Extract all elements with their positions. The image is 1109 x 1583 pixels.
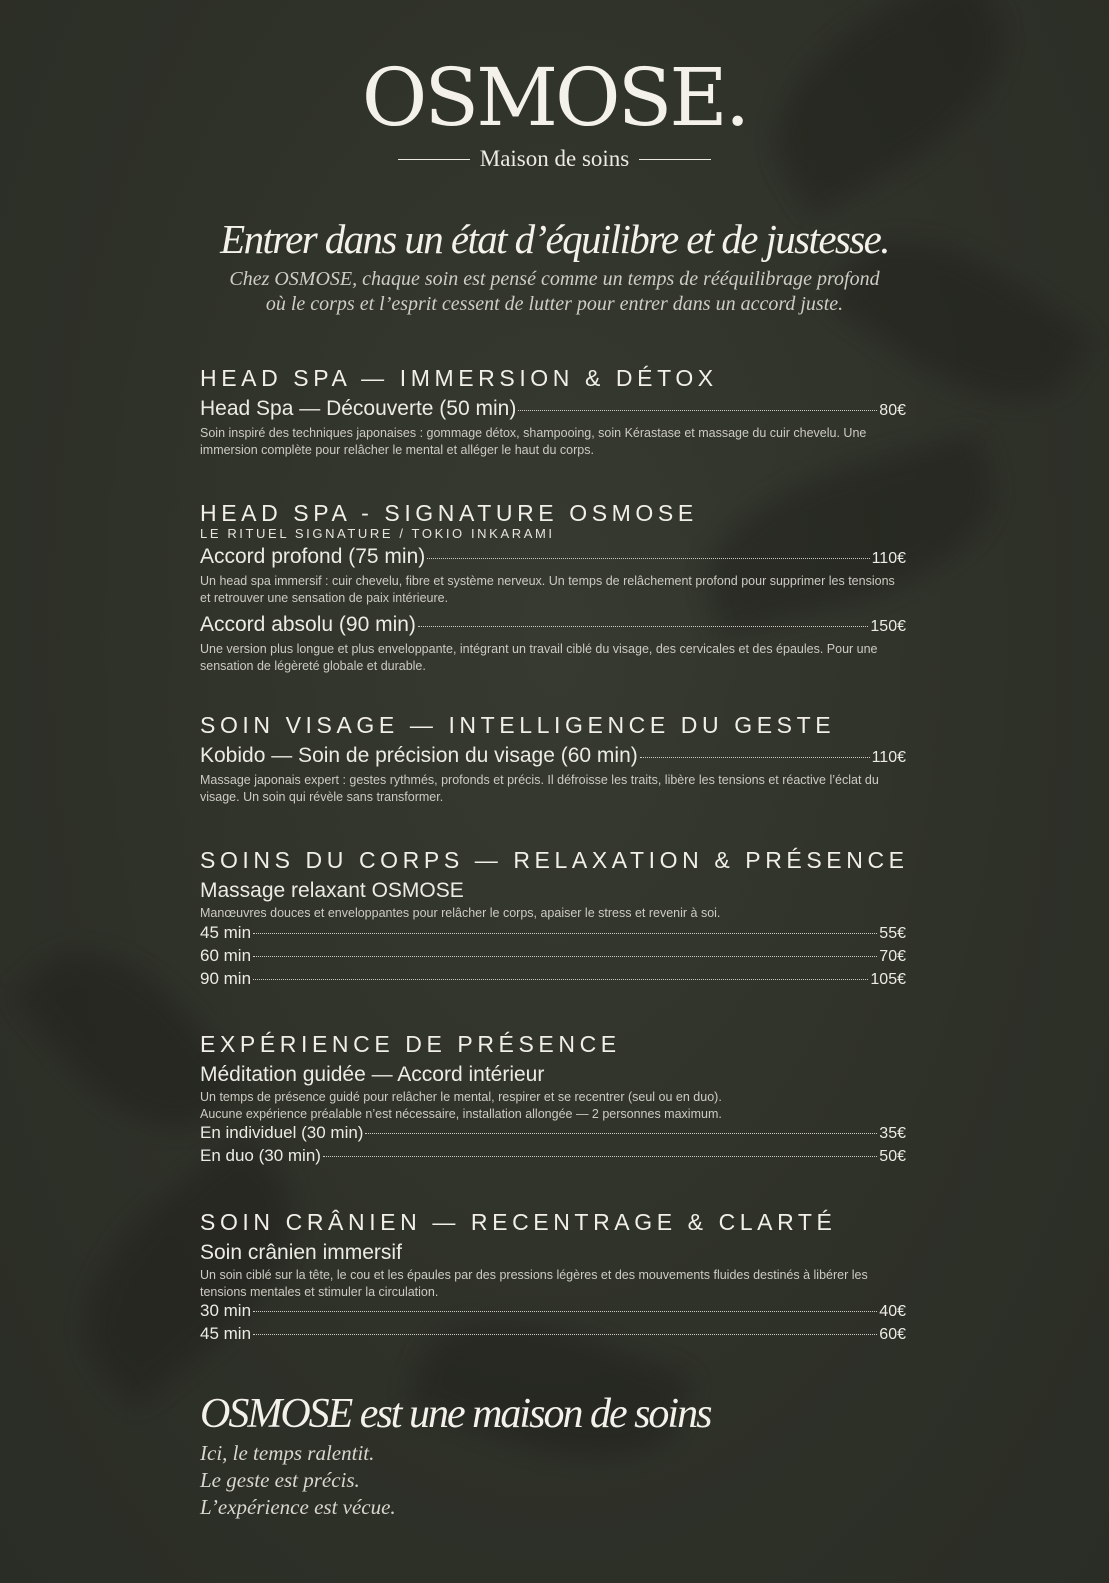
price-row [200, 1122, 906, 1145]
outro-title: OSMOSE est une maison de soins [200, 1391, 711, 1437]
treatment-description [200, 1089, 906, 1122]
divider [639, 159, 711, 160]
option-price: 50€ [879, 1148, 906, 1165]
divider [398, 159, 470, 160]
section-soin-visage [200, 711, 906, 805]
duration-price: 40€ [879, 1303, 906, 1320]
tagline-text: Maison de soins [479, 146, 630, 171]
duration-label: 90 min [200, 968, 252, 988]
treatment-description: Un head spa immersif : cuir chevelu, fibre et système nerveux. Un temps de relâchement profond pour supprimer les tensions et retrouver une sensation de paix intérieure. [200, 574, 895, 605]
section-title: SOIN CRÂNIEN — RECENTRAGE & CLARTÉ [200, 1209, 837, 1235]
section-soins-du-corps [200, 846, 909, 991]
price-row [200, 396, 906, 423]
section-title: EXPÉRIENCE DE PRÉSENCE [200, 1031, 621, 1057]
price-row [200, 544, 906, 571]
dot-leader [418, 626, 868, 627]
price-row [200, 1145, 906, 1168]
intro-title: Entrer dans un état d’équilibre et de justesse. [220, 216, 889, 262]
price-row [200, 1323, 906, 1346]
section-title: HEAD SPA — IMMERSION & DÉTOX [200, 365, 718, 391]
treatment-label: Accord profond (75 min) [200, 545, 426, 568]
option-price: 35€ [879, 1125, 906, 1142]
dot-leader [427, 558, 869, 559]
intro [0, 215, 1109, 317]
outro [200, 1388, 906, 1521]
logo-wordmark: OSMOSE. [361, 51, 748, 144]
treatment-price: 80€ [879, 402, 906, 419]
section-head-spa-detox [200, 364, 906, 458]
dot-leader [253, 979, 868, 980]
treatment-title: Méditation guidée — Accord intérieur [200, 1063, 545, 1086]
dot-leader [518, 410, 877, 411]
intro-text [0, 267, 1109, 317]
treatment-description: Une version plus longue et plus enveloppante, intégrant un travail ciblé du visage, des cervicales et des épaules. Pour une sensation de légèreté globale et durable. [200, 642, 878, 673]
treatment-price: 110€ [871, 550, 906, 567]
section-experience-presence [200, 1030, 906, 1168]
duration-price: 70€ [879, 947, 906, 965]
brand-logo [0, 51, 1109, 172]
dot-leader [253, 1334, 877, 1335]
treatment-description: Soin inspiré des techniques japonaises : gommage détox, shampooing, soin Kérastase et massage du cuir chevelu. Une immersion complète pour relâcher le mental et alléger le haut du corps. [200, 426, 867, 457]
treatment-title: Soin crânien immersif [200, 1241, 402, 1264]
treatment-label: Head Spa — Découverte (50 min) [200, 397, 517, 420]
section-subtitle: LE RITUEL SIGNATURE / TOKIO INKARAMI [200, 526, 555, 541]
treatment-label: Accord absolu (90 min) [200, 613, 416, 636]
duration-label: 45 min [200, 1324, 252, 1343]
section-title: SOINS DU CORPS — RELAXATION & PRÉSENCE [200, 847, 909, 873]
duration-price: 105€ [870, 970, 906, 988]
section-head-spa-signature [200, 499, 906, 674]
treatment-price: 150€ [870, 618, 906, 635]
dot-leader [640, 757, 870, 758]
price-row [200, 945, 906, 968]
price-row [200, 1300, 906, 1323]
tagline [0, 146, 1109, 172]
treatment-description: Massage japonais expert : gestes rythmés, profonds et précis. Il défroisse les traits, libère les tensions et réactive l’éclat du visage. Un soin qui révèle sans transformer. [200, 773, 879, 804]
section-title: SOIN VISAGE — INTELLIGENCE DU GESTE [200, 712, 836, 738]
outro-line: Le geste est précis. [200, 1468, 360, 1492]
description-line: Un temps de présence guidé pour relâcher le mental, respirer et se recentrer (seul ou en duo). [200, 1090, 722, 1104]
dot-leader [253, 933, 877, 934]
price-row [200, 612, 906, 639]
dot-leader [253, 956, 877, 957]
dot-leader [365, 1133, 877, 1134]
description-line: Aucune expérience préalable n’est nécessaire, installation allongée — 2 personnes maximum. [200, 1106, 722, 1121]
price-row [200, 968, 906, 991]
treatment-description: Manœuvres douces et enveloppantes pour relâcher le corps, apaiser le stress et revenir à soi. [200, 906, 721, 920]
price-row [200, 922, 906, 945]
outro-line: L’expérience est vécue. [200, 1495, 396, 1519]
duration-price: 60€ [879, 1326, 906, 1343]
section-title: HEAD SPA - SIGNATURE OSMOSE [200, 500, 698, 526]
duration-price: 55€ [879, 924, 906, 942]
treatment-description: Un soin ciblé sur la tête, le cou et les épaules par des pressions légères et des mouvements fluides destinés à libérer les tensions mentales et stimuler la circulation. [200, 1268, 868, 1299]
option-label: En duo (30 min) [200, 1146, 321, 1165]
price-row [200, 743, 906, 770]
outro-line: Ici, le temps ralentit. [200, 1441, 375, 1465]
dot-leader [323, 1156, 877, 1157]
treatment-label: Kobido — Soin de précision du visage (60 min) [200, 744, 638, 767]
section-soin-cranien [200, 1208, 906, 1346]
duration-label: 45 min [200, 922, 252, 942]
treatment-title: Massage relaxant OSMOSE [200, 879, 464, 902]
treatment-price: 110€ [871, 749, 906, 766]
dot-leader [253, 1311, 877, 1312]
option-label: En individuel (30 min) [200, 1123, 364, 1142]
duration-label: 30 min [200, 1301, 252, 1320]
intro-line: Chez OSMOSE, chaque soin est pensé comme un temps de rééquilibrage profond [229, 268, 880, 290]
duration-label: 60 min [200, 945, 252, 965]
intro-line: où le corps et l’esprit cessent de lutter pour entrer dans un accord juste. [265, 293, 844, 315]
